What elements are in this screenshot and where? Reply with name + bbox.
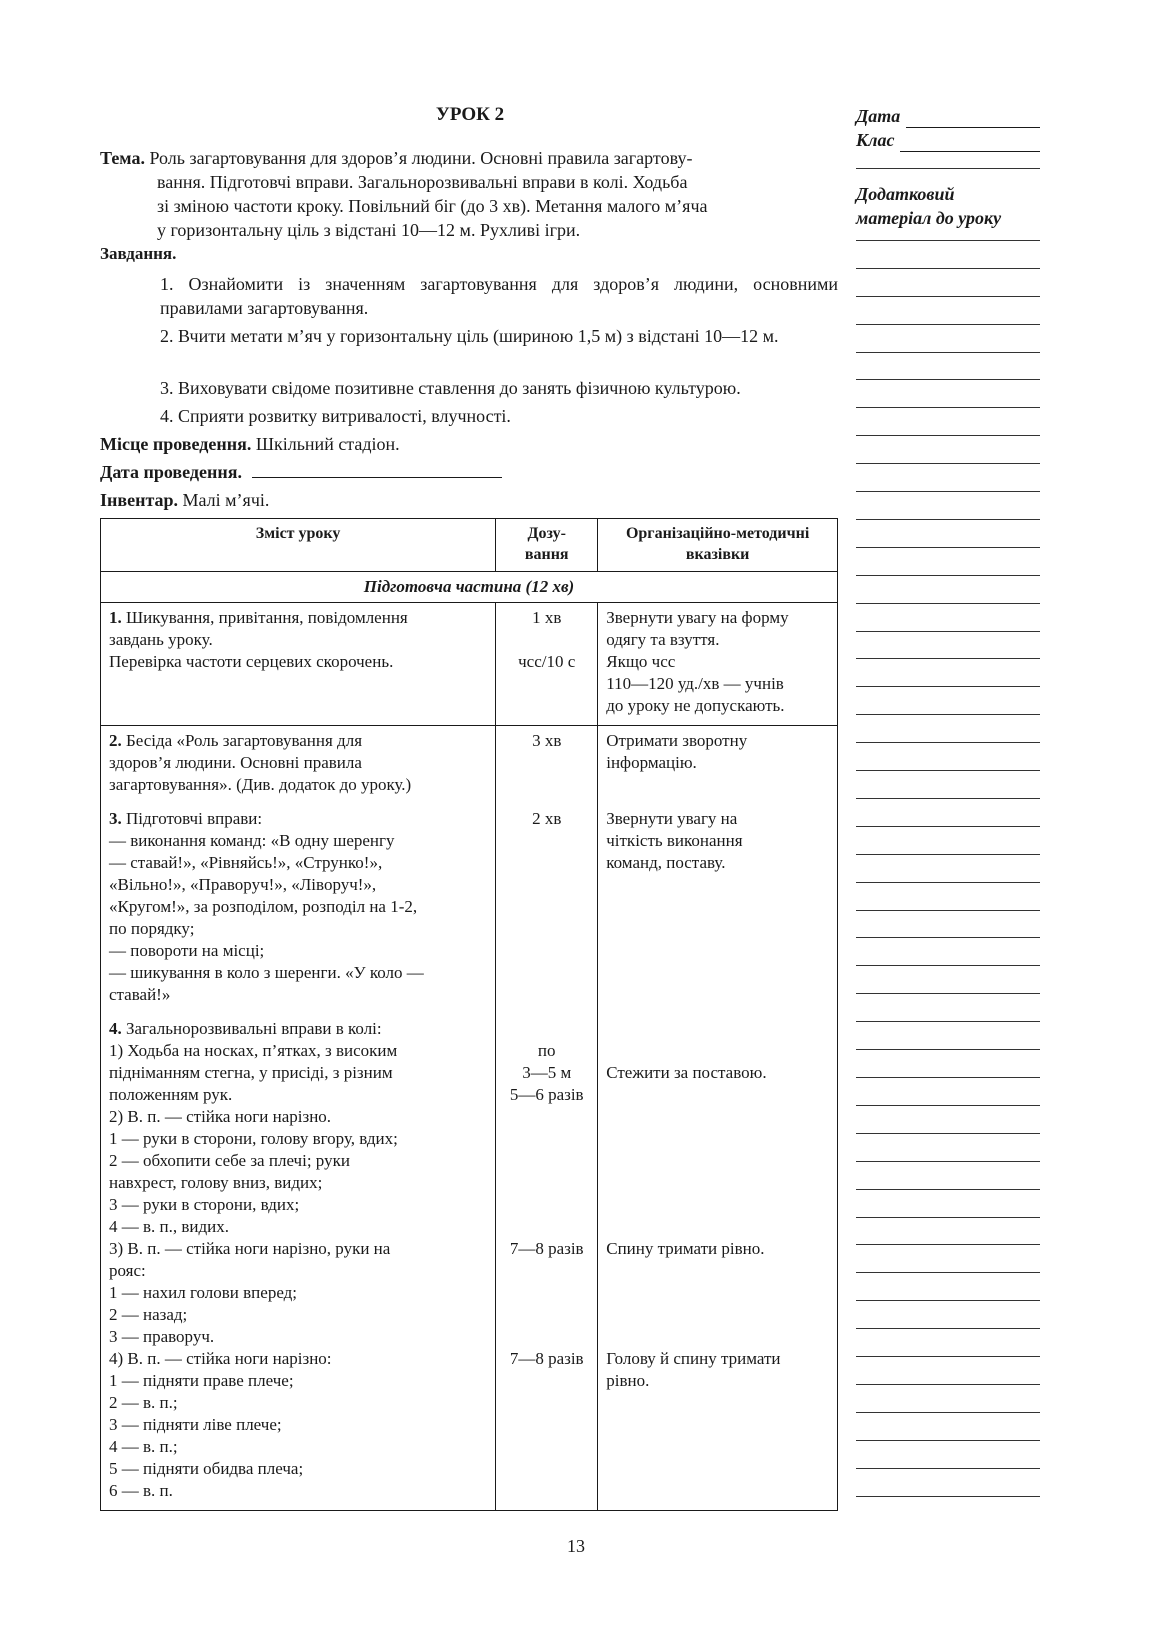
date-blank bbox=[252, 461, 502, 478]
table-row bbox=[101, 804, 838, 1014]
topic-line-2: вання. Підготовчі вправи. Загальнорозвивальні вправи в колі. Ходьба bbox=[157, 172, 688, 192]
row-content: 4. Загальнорозвивальні вправи в колі: 1) Ходьба на носках, п’ятках, з високим підніманням стегна, у присіді, з різним положенням рук. 2) В. п. — стійка ноги нарізно. 1 — руки в сторони, голову вгору, вдих; 2 — обхопити себе за плечі; руки навхрест, голову вниз, видих; 3 — руки в сторони, вдих; 4 — в. п., видих. bbox=[101, 1014, 496, 1238]
sidebar-note-line bbox=[856, 658, 1040, 659]
tasks-label: Завдання. bbox=[100, 244, 177, 263]
sidebar-note-line bbox=[856, 296, 1040, 297]
task-3: 3. Виховувати свідоме позитивне ставлення до занять фізичною культурою. bbox=[160, 378, 741, 398]
sidebar-note-line bbox=[856, 519, 1040, 520]
sidebar-class-blank bbox=[900, 133, 1040, 152]
table-row bbox=[101, 1014, 838, 1238]
task-2: 2. Вчити метати м’яч у горизонтальну ціль (шириною 1,5 м) з відстані 10—12 м. bbox=[160, 326, 779, 346]
sidebar-note-line bbox=[856, 770, 1040, 771]
row-dosage: 2 хв bbox=[496, 804, 598, 1014]
sidebar-note-line bbox=[856, 1300, 1040, 1301]
sidebar-note-line bbox=[856, 379, 1040, 380]
sidebar-rule bbox=[856, 168, 1040, 169]
place-value: Шкільний стадіон. bbox=[255, 434, 400, 454]
table-row bbox=[101, 603, 838, 726]
row-content: 2. Бесіда «Роль загартовування для здоров’я людини. Основні правила загартовування». (Див. додаток до уроку.) bbox=[101, 726, 496, 805]
sidebar-note-line bbox=[856, 407, 1040, 408]
sidebar-extra-line1: Додатковий bbox=[856, 184, 955, 204]
sidebar-note-line bbox=[856, 491, 1040, 492]
sidebar-note-line bbox=[856, 575, 1040, 576]
row-dosage: по 3—5 м 5—6 разів bbox=[496, 1014, 598, 1238]
inventory-label: Інвентар. bbox=[100, 490, 179, 510]
sidebar-note-line bbox=[856, 826, 1040, 827]
sidebar-note-line bbox=[856, 1496, 1040, 1497]
row-guidance: Спину тримати рівно. bbox=[598, 1238, 838, 1348]
row-dosage: 3 хв bbox=[496, 726, 598, 805]
row-dosage: 7—8 разів bbox=[496, 1348, 598, 1511]
header-content: Зміст уроку bbox=[101, 519, 496, 572]
table-header-row bbox=[101, 519, 838, 572]
table-row bbox=[101, 1348, 838, 1511]
row-content: 3) В. п. — стійка ноги нарізно, руки на pояс: 1 — нахил голови вперед; 2 — назад; 3 — праворуч. bbox=[101, 1238, 496, 1348]
sidebar-note-line bbox=[856, 603, 1040, 604]
sidebar-note-line bbox=[856, 1049, 1040, 1050]
row-content: 1. Шикування, привітання, повідомлення завдань уроку. Перевірка частоти серцевих скорочень. bbox=[101, 603, 496, 726]
sidebar-note-line bbox=[856, 798, 1040, 799]
lesson-title: УРОК 2 bbox=[435, 104, 505, 125]
topic-line-4: у горизонтальну ціль з відстані 10—12 м. Рухливі ігри. bbox=[157, 220, 581, 240]
row-guidance: Звернути увагу на форму одягу та взуття. Якщо чсс 110—120 уд./хв — учнів до уроку не допускають. bbox=[598, 603, 838, 726]
sidebar-note-line bbox=[856, 1412, 1040, 1413]
sidebar-note-line bbox=[856, 1021, 1040, 1022]
sidebar-note-line bbox=[856, 352, 1040, 353]
sidebar-note-line bbox=[856, 993, 1040, 994]
sidebar-note-line bbox=[856, 1189, 1040, 1190]
sidebar-note-line bbox=[856, 435, 1040, 436]
task-4: 4. Сприяти розвитку витривалості, влучності. bbox=[160, 406, 511, 426]
header-guidance: Організаційно-методичні вказівки bbox=[598, 519, 838, 572]
row-guidance: Отримати зворотну інформацію. bbox=[598, 726, 838, 805]
sidebar-note-line bbox=[856, 686, 1040, 687]
table-row bbox=[101, 726, 838, 805]
row-dosage: 7—8 разів bbox=[496, 1238, 598, 1348]
sidebar-note-line bbox=[856, 1384, 1040, 1385]
header-dosage: Дозу- вання bbox=[496, 519, 598, 572]
sidebar-note-line bbox=[856, 240, 1040, 241]
sidebar-note-line bbox=[856, 882, 1040, 883]
sidebar-class bbox=[856, 128, 1040, 152]
topic-line-1: Роль загартовування для здоров’я людини. Основні правила загартову- bbox=[149, 148, 693, 168]
row-guidance: Голову й спину тримати рівно. bbox=[598, 1348, 838, 1511]
sidebar-class-label: Клас bbox=[856, 130, 895, 150]
date-line bbox=[100, 460, 502, 484]
inventory-value: Малі м’ячі. bbox=[182, 490, 270, 510]
sidebar-date-label: Дата bbox=[856, 106, 901, 126]
sidebar-note-line bbox=[856, 910, 1040, 911]
sidebar-note-line bbox=[856, 1217, 1040, 1218]
sidebar-note-line bbox=[856, 1077, 1040, 1078]
sidebar-date-blank bbox=[906, 109, 1040, 128]
sidebar-note-line bbox=[856, 965, 1040, 966]
section-title: Підготовча частина (12 хв) bbox=[101, 572, 838, 603]
sidebar-note-line bbox=[856, 854, 1040, 855]
sidebar-note-line bbox=[856, 268, 1040, 269]
row-guidance: Звернути увагу на чіткість виконання команд, поставу. bbox=[598, 804, 838, 1014]
sidebar-date bbox=[856, 104, 1040, 128]
lesson-table bbox=[100, 518, 838, 1511]
row-dosage: 1 хв чсс/10 с bbox=[496, 603, 598, 726]
sidebar-extra-heading bbox=[856, 182, 1040, 230]
sidebar-note-line bbox=[856, 1272, 1040, 1273]
sidebar-extra-line2: матеріал до уроку bbox=[856, 208, 1002, 228]
row-guidance: Стежити за поставою. bbox=[598, 1014, 838, 1238]
table-row bbox=[101, 1238, 838, 1348]
page-number: 13 bbox=[567, 1536, 585, 1556]
section-row bbox=[101, 572, 838, 603]
sidebar-note-line bbox=[856, 631, 1040, 632]
sidebar-note-line bbox=[856, 937, 1040, 938]
place-label: Місце проведення. bbox=[100, 434, 252, 454]
sidebar-note-line bbox=[856, 1356, 1040, 1357]
sidebar-note-line bbox=[856, 463, 1040, 464]
inventory-line bbox=[100, 488, 269, 512]
sidebar-note-line bbox=[856, 1328, 1040, 1329]
sidebar-note-line bbox=[856, 1244, 1040, 1245]
sidebar-note-line bbox=[856, 714, 1040, 715]
date-label: Дата проведення. bbox=[100, 462, 242, 482]
place-line bbox=[100, 432, 400, 456]
topic-block bbox=[100, 146, 838, 242]
topic-label: Тема. bbox=[100, 148, 145, 168]
task-1: 1. Ознайомити із значенням загартовування для здоров’я людини, основними правилами загартовування. bbox=[160, 274, 838, 318]
sidebar-note-line bbox=[856, 1468, 1040, 1469]
sidebar-note-line bbox=[856, 742, 1040, 743]
sidebar-note-line bbox=[856, 324, 1040, 325]
row-content: 3. Підготовчі вправи: — виконання команд: «В одну шеренгу — ставай!», «Рівняйсь!», «Струнко!», «Вільно!», «Праворуч!», «Ліворуч!», «Кругом!», за розподілом, розподіл на 1-2, по порядку; — повороти на місці; — шикування в коло з шеренги. «У коло — ставай!» bbox=[101, 804, 496, 1014]
row-content: 4) В. п. — стійка ноги нарізно: 1 — підняти праве плече; 2 — в. п.; 3 — підняти ліве плече; 4 — в. п.; 5 — підняти обидва плеча; 6 — в. п. bbox=[101, 1348, 496, 1511]
sidebar-note-line bbox=[856, 1105, 1040, 1106]
sidebar-note-line bbox=[856, 1133, 1040, 1134]
sidebar-note-line bbox=[856, 547, 1040, 548]
sidebar-note-line bbox=[856, 1440, 1040, 1441]
sidebar-note-line bbox=[856, 1161, 1040, 1162]
topic-line-3: зі зміною частоти кроку. Повільний біг (до 3 хв). Метання малого м’яча bbox=[157, 196, 708, 216]
